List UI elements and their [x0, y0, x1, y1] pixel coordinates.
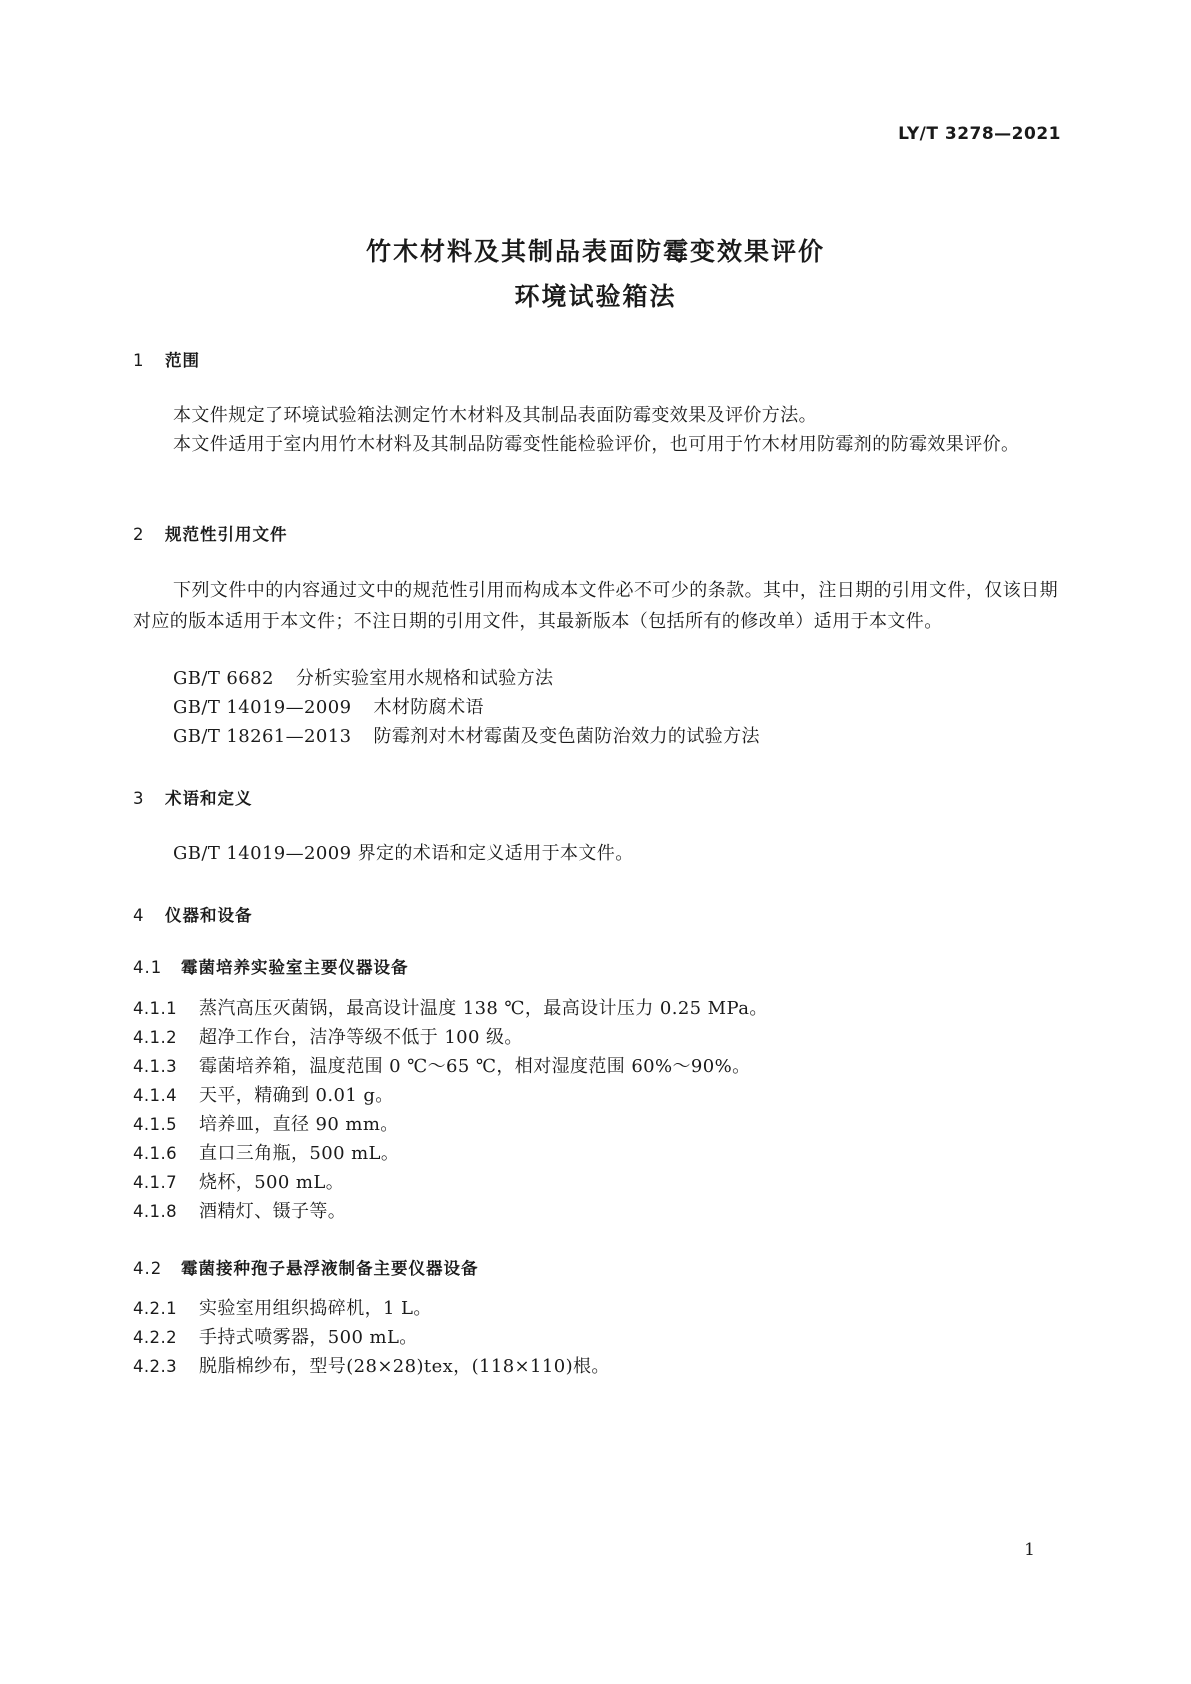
- section-3-paragraph-1: [133, 838, 1058, 869]
- section-title: 规范性引用文件: [165, 525, 288, 544]
- section-number: 3: [133, 789, 145, 808]
- reference-code: GB/T 18261—2013: [173, 726, 352, 747]
- section-title: 术语和定义: [165, 789, 253, 808]
- section-2-paragraph-1: [133, 575, 1058, 637]
- reference-title: 分析实验室用水规格和试验方法: [295, 668, 554, 689]
- subsection-number: 4.1: [133, 958, 163, 977]
- item-number: 4.2.3: [133, 1357, 177, 1376]
- list-item: [133, 1080, 394, 1111]
- list-item: [133, 1138, 399, 1169]
- section-1-paragraph-1: [133, 400, 1058, 431]
- normative-reference: [173, 663, 553, 694]
- item-number: 4.1.8: [133, 1202, 177, 1221]
- reference-code: GB/T 6682: [173, 668, 274, 689]
- item-text: 天平，精确到 0.01 g。: [199, 1085, 394, 1106]
- section-4-heading: [133, 902, 253, 926]
- section-title: 范围: [165, 351, 200, 370]
- list-item: [133, 1051, 751, 1082]
- document-title-line1: 竹木材料及其制品表面防霉变效果评价: [365, 237, 825, 266]
- section-number: 1: [133, 351, 145, 370]
- subsection-4-2-heading: [133, 1255, 479, 1279]
- item-number: 4.2.1: [133, 1299, 177, 1318]
- document-title-line2: 环境试验箱法: [514, 282, 677, 311]
- list-item: [133, 1022, 523, 1053]
- item-text: 超净工作台，洁净等级不低于 100 级。: [199, 1027, 523, 1048]
- paragraph-text: 下列文件中的内容通过文中的规范性引用而构成本文件必不可少的条款。其中，注日期的引用文件，仅该日期对应的版本适用于本文件；不注日期的引用文件，其最新版本（包括所有的修改单）适用于本文件。: [133, 580, 1058, 632]
- standard-code: LY/T 3278—2021: [898, 124, 1061, 144]
- list-item: [133, 1322, 418, 1353]
- item-number: 4.1.3: [133, 1057, 177, 1076]
- subsection-title: 霉菌培养实验室主要仪器设备: [181, 958, 409, 977]
- paragraph-text: 本文件规定了环境试验箱法测定竹木材料及其制品表面防霉变效果及评价方法。: [173, 405, 817, 426]
- section-number: 2: [133, 525, 145, 544]
- paragraph-text: 本文件适用于室内用竹木材料及其制品防霉变性能检验评价，也可用于竹木材用防霉剂的防霉效果评价。: [173, 434, 1020, 455]
- subsection-title: 霉菌接种孢子悬浮液制备主要仪器设备: [181, 1259, 479, 1278]
- item-number: 4.1.6: [133, 1144, 177, 1163]
- item-text: 实验室用组织捣碎机，1 L。: [199, 1298, 432, 1319]
- paragraph-text: GB/T 14019—2009 界定的术语和定义适用于本文件。: [173, 843, 634, 864]
- item-number: 4.1.5: [133, 1115, 177, 1134]
- item-number: 4.1.4: [133, 1086, 177, 1105]
- item-number: 4.2.2: [133, 1328, 177, 1347]
- list-item: [133, 993, 768, 1024]
- item-number: 4.1.2: [133, 1028, 177, 1047]
- list-item: [133, 1167, 344, 1198]
- subsection-4-1-heading: [133, 954, 409, 978]
- list-item: [133, 1351, 610, 1382]
- reference-code: GB/T 14019—2009: [173, 697, 352, 718]
- reference-title: 防霉剂对木材霉菌及变色菌防治效力的试验方法: [373, 726, 760, 747]
- section-1-heading: [133, 347, 200, 371]
- item-text: 培养皿，直径 90 mm。: [199, 1114, 399, 1135]
- list-item: [133, 1109, 399, 1140]
- subsection-number: 4.2: [133, 1259, 163, 1278]
- item-text: 酒精灯、镊子等。: [199, 1201, 347, 1222]
- page-number: 1: [1024, 1540, 1035, 1560]
- section-number: 4: [133, 906, 145, 925]
- item-text: 烧杯，500 mL。: [199, 1172, 345, 1193]
- item-text: 蒸汽高压灭菌锅，最高设计温度 138 ℃，最高设计压力 0.25 MPa。: [199, 998, 768, 1019]
- item-text: 脱脂棉纱布，型号(28×28)tex，(118×110)根。: [199, 1356, 610, 1377]
- item-number: 4.1.7: [133, 1173, 177, 1192]
- item-text: 霉菌培养箱，温度范围 0 ℃～65 ℃，相对湿度范围 60%～90%。: [199, 1056, 751, 1077]
- section-title: 仪器和设备: [165, 906, 253, 925]
- section-1-paragraph-2: [133, 429, 1058, 460]
- item-text: 手持式喷雾器，500 mL。: [199, 1327, 418, 1348]
- item-number: 4.1.1: [133, 999, 177, 1018]
- normative-reference: [173, 692, 484, 723]
- list-item: [133, 1196, 346, 1227]
- reference-title: 木材防腐术语: [373, 697, 484, 718]
- item-text: 直口三角瓶，500 mL。: [199, 1143, 400, 1164]
- section-3-heading: [133, 785, 253, 809]
- section-2-heading: [133, 521, 288, 545]
- normative-reference: [173, 721, 760, 752]
- list-item: [133, 1293, 432, 1324]
